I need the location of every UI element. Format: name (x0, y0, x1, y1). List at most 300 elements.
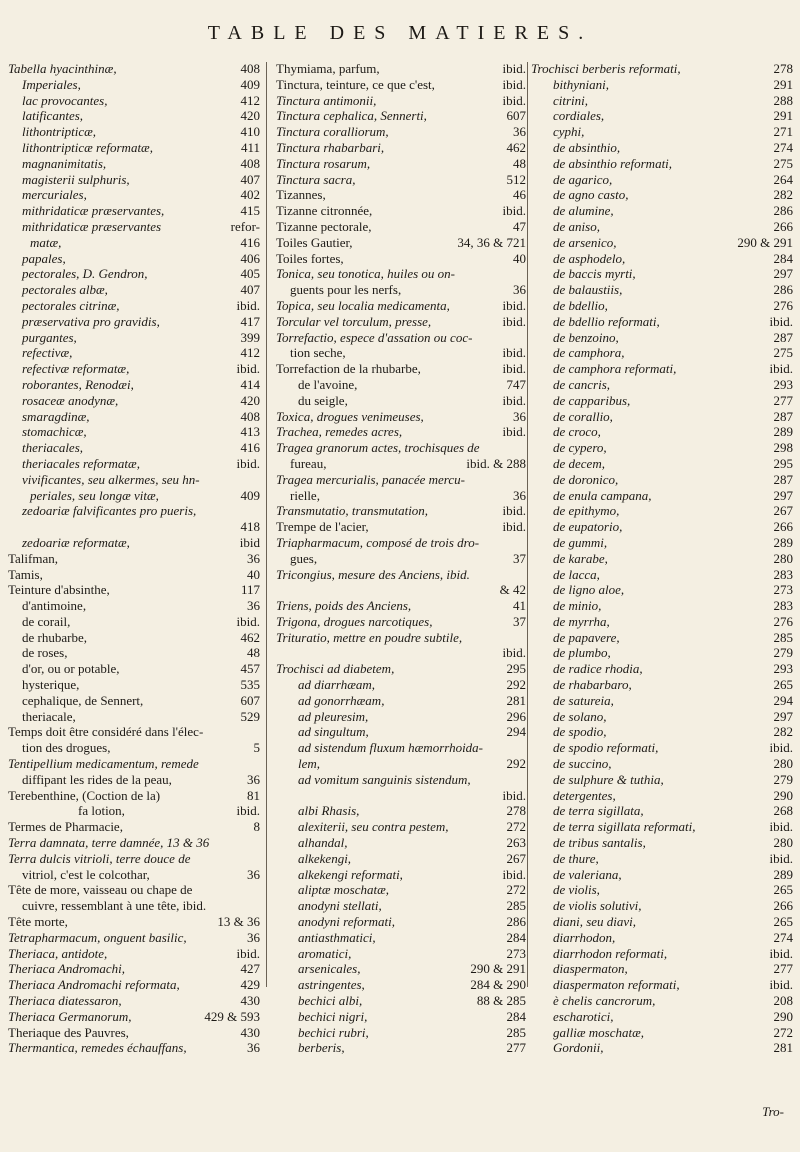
entry-page-ref: 272 (506, 882, 526, 898)
index-entry (276, 709, 526, 725)
entry-term: guents pour les nerfs, (290, 282, 402, 298)
entry-page-ref: 408 (240, 61, 260, 76)
entry-page-ref: 417 (240, 313, 260, 329)
entry-term: Transmutatio, transmutation, (276, 503, 429, 519)
entry-page-ref: 278 (773, 61, 793, 76)
entry-page-ref: 265 (773, 914, 793, 930)
index-entry (276, 914, 526, 930)
index-entry (531, 835, 793, 851)
entry-term: magisterii sulphuris, (22, 171, 130, 187)
index-entry (531, 124, 793, 140)
index-entry (531, 519, 793, 535)
entry-page-ref: 37 (513, 550, 526, 566)
index-entry (8, 961, 260, 977)
index-entry (8, 661, 260, 677)
entry-page-ref: 264 (773, 171, 793, 187)
entry-term: escharotici, (553, 1008, 614, 1024)
entry-page-ref: 430 (240, 993, 260, 1009)
entry-term: d'antimoine, (22, 598, 87, 614)
entry-page-ref: 399 (240, 329, 260, 345)
index-entry (276, 124, 526, 140)
entry-term: de valeriana, (553, 866, 622, 882)
index-entry (276, 803, 526, 819)
entry-page-ref: ibid. (502, 313, 526, 329)
entry-term: Tonica, seu tonotica, huiles ou on- (276, 266, 455, 282)
index-entry (531, 440, 793, 456)
entry-page-ref: refor- (230, 218, 260, 234)
entry-page-ref: 47 (513, 218, 526, 234)
entry-page-ref: ibid. (769, 977, 793, 993)
entry-term: Theriaque des Pauvres, (8, 1024, 129, 1040)
index-entry (8, 898, 260, 914)
entry-page-ref: 289 (773, 424, 793, 440)
entry-page-ref: 81 (247, 787, 260, 803)
entry-page-ref: 420 (240, 392, 260, 408)
index-entry (8, 598, 260, 614)
index-column-3 (531, 61, 793, 1056)
index-entry (8, 709, 260, 725)
entry-page-ref: 462 (506, 139, 526, 155)
entry-page-ref: 287 (773, 329, 793, 345)
entry-page-ref: 36 (247, 598, 260, 614)
entry-page-ref: 292 (506, 677, 526, 693)
index-entry (276, 298, 526, 314)
entry-page-ref: ibid. (502, 787, 526, 803)
entry-page-ref: 418 (240, 519, 260, 535)
entry-page-ref: 282 (773, 187, 793, 203)
entry-term: de papavere, (553, 629, 620, 645)
entry-term: de corallio, (553, 408, 613, 424)
index-entry (276, 645, 526, 661)
entry-term: Tricongius, mesure des Anciens, ibid. (276, 566, 470, 582)
entry-term: Trigona, drogues narcotiques, (276, 613, 433, 629)
index-entry (276, 867, 526, 883)
entry-term: Thermantica, remedes échauffans, (8, 1040, 187, 1056)
index-entry (8, 851, 260, 867)
index-entry (8, 582, 260, 598)
entry-term: Triens, poids des Anciens, (276, 598, 412, 614)
index-entry (531, 472, 793, 488)
entry-term: diani, seu diavi, (553, 914, 637, 930)
index-entry (531, 961, 793, 977)
index-entry (8, 472, 260, 488)
index-entry (531, 630, 793, 646)
index-entry (276, 282, 526, 298)
entry-term: de agno casto, (553, 187, 629, 203)
index-entry (276, 819, 526, 835)
entry-term: Tragea granorum actes, trochisques de (276, 440, 480, 456)
index-entry (8, 440, 260, 456)
entry-term: mercuriales, (22, 187, 87, 203)
entry-term: de tribus santalis, (553, 835, 646, 851)
entry-page-ref: 272 (506, 819, 526, 835)
entry-term: de corail, (22, 613, 71, 629)
entry-term: Trochisci berberis reformati, (531, 61, 681, 76)
entry-term: diarrhodon, (553, 929, 616, 945)
entry-term: Gordonii, (553, 1040, 604, 1056)
entry-page-ref: 416 (240, 234, 260, 250)
entry-page-ref: 290 (773, 1008, 793, 1024)
entry-term: Trituratio, mettre en poudre subtile, (276, 629, 463, 645)
entry-term: citrini, (553, 92, 589, 108)
index-entry (8, 914, 260, 930)
entry-term: de baccis myrti, (553, 266, 636, 282)
entry-term: fureau, (290, 455, 327, 471)
index-entry (531, 851, 793, 867)
entry-page-ref: 36 (247, 1040, 260, 1056)
index-entry (276, 946, 526, 962)
index-entry (531, 219, 793, 235)
entry-term: Tizanne pectorale, (276, 218, 372, 234)
entry-page-ref: 277 (773, 961, 793, 977)
entry-term: de terra sigillata reformati, (553, 819, 696, 835)
entry-term: Tinctura sacra, (276, 171, 356, 187)
entry-page-ref: 286 (773, 282, 793, 298)
entry-term: de absinthio reformati, (553, 155, 673, 171)
entry-page-ref: 420 (240, 108, 260, 124)
entry-page-ref: 278 (506, 803, 526, 819)
entry-term: papales, (22, 250, 66, 266)
index-entry (8, 298, 260, 314)
index-entry (8, 551, 260, 567)
entry-term: Tinctura cephalica, Sennerti, (276, 108, 427, 124)
index-entry (8, 630, 260, 646)
entry-term: lithontripticæ, (22, 124, 97, 140)
entry-term: astringentes, (298, 977, 365, 993)
entry-term: Tinctura, teinture, ce que c'est, (276, 76, 435, 92)
entry-page-ref: ibid. (236, 945, 260, 961)
index-entry (531, 582, 793, 598)
entry-page-ref: 274 (773, 929, 793, 945)
index-entry (276, 835, 526, 851)
entry-term: de camphora, (553, 345, 625, 361)
entry-term: Termes de Pharmacie, (8, 819, 123, 835)
entry-page-ref: 411 (240, 139, 260, 155)
entry-page-ref: 277 (773, 392, 793, 408)
entry-page-ref: ibid. (502, 345, 526, 361)
entry-page-ref: 48 (247, 645, 260, 661)
index-entry (276, 345, 526, 361)
index-entry (8, 361, 260, 377)
entry-term: smaragdinæ, (22, 408, 90, 424)
index-entry (8, 61, 260, 77)
entry-term: de bdellio reformati, (553, 313, 660, 329)
entry-term: de eupatorio, (553, 519, 623, 535)
entry-term: bechici nigri, (298, 1008, 368, 1024)
entry-term: de minio, (553, 598, 602, 614)
entry-term: de spodio, (553, 724, 607, 740)
column-divider (266, 62, 267, 987)
entry-term: de roses, (22, 645, 68, 661)
index-entry (531, 693, 793, 709)
entry-page-ref: 412 (240, 345, 260, 361)
entry-page-ref: 413 (240, 424, 260, 440)
entry-term: mithridaticæ præservantes, (22, 203, 165, 219)
entry-term: de terra sigillata, (553, 803, 644, 819)
entry-page-ref: 280 (773, 550, 793, 566)
entry-term: de violis, (553, 882, 600, 898)
entry-term: Trempe de l'acier, (276, 519, 369, 535)
entry-page-ref: 272 (773, 1024, 793, 1040)
entry-term: lithontripticæ reformatæ, (22, 139, 153, 155)
entry-term: Trachea, remedes acres, (276, 424, 403, 440)
entry-page-ref: 297 (773, 266, 793, 282)
entry-term: de absinthio, (553, 139, 621, 155)
entry-page-ref: 266 (773, 898, 793, 914)
entry-term: de solano, (553, 708, 607, 724)
entry-page-ref: 291 (773, 76, 793, 92)
entry-page-ref: 276 (773, 613, 793, 629)
entry-term: diaspermaton reformati, (553, 977, 680, 993)
entry-term: purgantes, (22, 329, 77, 345)
index-entry (531, 140, 793, 156)
entry-term: pectorales, D. Gendron, (22, 266, 148, 282)
entry-term: Tabella hyacinthinæ, (8, 61, 117, 76)
index-entry (276, 409, 526, 425)
index-entry (531, 898, 793, 914)
index-entry (531, 251, 793, 267)
entry-page-ref: 36 (513, 282, 526, 298)
index-entry (8, 645, 260, 661)
entry-page-ref: 267 (773, 503, 793, 519)
index-entry (8, 930, 260, 946)
index-entry (276, 993, 526, 1009)
entry-term: d'or, ou or potable, (22, 661, 120, 677)
entry-page-ref: 36 (513, 124, 526, 140)
entry-term: aromatici, (298, 945, 352, 961)
entry-term: ad pleuresim, (298, 708, 369, 724)
entry-term: antiasthmatici, (298, 929, 376, 945)
entry-term: de gummi, (553, 534, 608, 550)
entry-term: Torrefaction de la rhubarbe, (276, 361, 421, 377)
entry-page-ref: 286 (506, 914, 526, 930)
index-entry (531, 488, 793, 504)
entry-term: præservativa pro gravidis, (22, 313, 160, 329)
entry-term: Teinture d'absinthe, (8, 582, 110, 598)
index-entry (531, 203, 793, 219)
index-entry (276, 361, 526, 377)
entry-page-ref: 414 (240, 376, 260, 392)
entry-term: alkekengi reformati, (298, 866, 403, 882)
entry-page-ref: ibid. (236, 613, 260, 629)
index-entry (531, 345, 793, 361)
entry-page-ref: 429 (240, 977, 260, 993)
entry-page-ref: & 42 (499, 582, 526, 598)
entry-term: Toiles fortes, (276, 250, 344, 266)
entry-term: Imperiales, (22, 76, 81, 92)
index-entry (276, 961, 526, 977)
entry-page-ref: 290 (773, 787, 793, 803)
entry-term: lac provocantes, (22, 92, 108, 108)
entry-page-ref: ibid. (502, 61, 526, 76)
entry-term: Tentipellium medicamentum, remede (8, 756, 199, 772)
entry-term: Torrefactio, espece d'assation ou coc- (276, 329, 473, 345)
entry-term: de epithymo, (553, 503, 620, 519)
entry-term: Trochisci ad diabetem, (276, 661, 395, 677)
entry-page-ref: 13 & 36 (217, 914, 260, 930)
entry-page-ref: 36 (247, 550, 260, 566)
entry-term: Talifman, (8, 550, 58, 566)
index-entry (531, 645, 793, 661)
index-entry (276, 203, 526, 219)
index-entry (8, 882, 260, 898)
entry-page-ref: 5 (253, 740, 260, 756)
entry-page-ref: ibid. (236, 297, 260, 313)
entry-term: berberis, (298, 1040, 345, 1056)
entry-page-ref: 289 (773, 866, 793, 882)
index-entry (276, 614, 526, 630)
index-entry (531, 393, 793, 409)
index-entry (8, 614, 260, 630)
index-entry (276, 172, 526, 188)
index-entry (8, 946, 260, 962)
entry-page-ref: 294 (773, 692, 793, 708)
index-entry (276, 1009, 526, 1025)
index-entry (276, 551, 526, 567)
entry-page-ref: 405 (240, 266, 260, 282)
entry-page-ref: 747 (506, 376, 526, 392)
entry-page-ref: 407 (240, 282, 260, 298)
index-entry (276, 677, 526, 693)
index-entry (531, 1009, 793, 1025)
entry-term: Tragea mercurialis, panacée mercu- (276, 471, 465, 487)
index-entry (531, 977, 793, 993)
entry-page-ref: 40 (513, 250, 526, 266)
entry-page-ref: 406 (240, 250, 260, 266)
index-entry (531, 740, 793, 756)
entry-term: anodyni reformati, (298, 914, 396, 930)
entry-term: albi Rhasis, (298, 803, 360, 819)
entry-page-ref: 285 (506, 898, 526, 914)
entry-term: de ligno aloe, (553, 582, 625, 598)
entry-term: Tizannes, (276, 187, 326, 203)
entry-term: fa lotion, (78, 803, 125, 819)
entry-term: periales, seu longæ vitæ, (30, 487, 159, 503)
index-entry (8, 251, 260, 267)
entry-term: de plumbo, (553, 645, 611, 661)
entry-term: roborantes, Renodæi, (22, 376, 134, 392)
entry-page-ref: 294 (506, 724, 526, 740)
index-entry (276, 756, 526, 772)
entry-term: theriacales reformatæ, (22, 455, 140, 471)
index-entry (276, 598, 526, 614)
entry-term: de l'avoine, (298, 376, 358, 392)
index-entry (531, 1025, 793, 1041)
index-entry (276, 93, 526, 109)
index-entry (531, 788, 793, 804)
index-entry (531, 914, 793, 930)
entry-term: Topica, seu localia medicamenta, (276, 297, 450, 313)
entry-page-ref: 280 (773, 835, 793, 851)
entry-page-ref: 409 (240, 487, 260, 503)
index-entry (276, 440, 526, 456)
entry-page-ref: 296 (506, 708, 526, 724)
index-entry (276, 630, 526, 646)
entry-term: hysterique, (22, 677, 80, 693)
index-entry (8, 867, 260, 883)
index-entry (8, 377, 260, 393)
index-entry (531, 235, 793, 251)
index-entry (276, 661, 526, 677)
entry-term: de enula campana, (553, 487, 652, 503)
index-entry (8, 677, 260, 693)
entry-term: Theriaca diatessaron, (8, 993, 122, 1009)
entry-page-ref: ibid. (502, 392, 526, 408)
index-entry (8, 156, 260, 172)
index-entry (531, 424, 793, 440)
column-divider (527, 62, 528, 987)
index-entry (276, 567, 526, 583)
entry-term: de satureia, (553, 692, 614, 708)
entry-page-ref: ibid (239, 534, 260, 550)
entry-term: anodyni stellati, (298, 898, 382, 914)
index-entry (531, 409, 793, 425)
index-entry (276, 456, 526, 472)
entry-page-ref: 274 (773, 139, 793, 155)
entry-term: cyphi, (553, 124, 585, 140)
entry-term: de croco, (553, 424, 601, 440)
index-entry (276, 1025, 526, 1041)
entry-page-ref: 293 (773, 661, 793, 677)
index-entry (8, 393, 260, 409)
entry-page-ref: 607 (240, 692, 260, 708)
entry-page-ref: 535 (240, 677, 260, 693)
entry-page-ref: 284 (773, 250, 793, 266)
entry-term: Tetrapharmacum, onguent basilic, (8, 929, 187, 945)
index-entry (531, 709, 793, 725)
index-entry (8, 409, 260, 425)
entry-page-ref: 295 (773, 455, 793, 471)
entry-page-ref: 412 (240, 92, 260, 108)
entry-page-ref: 273 (506, 945, 526, 961)
entry-page-ref: 279 (773, 771, 793, 787)
entry-page-ref: 284 (506, 929, 526, 945)
index-entry (276, 788, 526, 804)
entry-term: theriacale, (22, 708, 76, 724)
index-entry (276, 424, 526, 440)
index-entry (8, 724, 260, 740)
index-entry (8, 835, 260, 851)
index-entry (8, 993, 260, 1009)
entry-page-ref: ibid. (502, 503, 526, 519)
entry-page-ref: 37 (513, 613, 526, 629)
entry-page-ref: ibid. (502, 519, 526, 535)
entry-term: cuivre, ressemblant à une tête, ibid. (22, 898, 207, 914)
entry-term: rosaceæ anodynæ, (22, 392, 119, 408)
entry-term: galliæ moschatæ, (553, 1024, 645, 1040)
index-entry (276, 156, 526, 172)
entry-page-ref: 415 (240, 203, 260, 219)
entry-term: Temps doit être considéré dans l'élec- (8, 724, 204, 740)
entry-term: detergentes, (553, 787, 616, 803)
entry-term: alexiterii, seu contra pestem, (298, 819, 449, 835)
entry-page-ref: 529 (240, 708, 260, 724)
entry-page-ref: 265 (773, 677, 793, 693)
index-entry (531, 946, 793, 962)
entry-term: de benzoino, (553, 329, 619, 345)
entry-term: de asphodelo, (553, 250, 626, 266)
entry-term: matæ, (30, 234, 62, 250)
index-entry (8, 172, 260, 188)
index-entry (531, 803, 793, 819)
index-column-1 (8, 61, 260, 1056)
index-column-2 (276, 61, 526, 1056)
entry-term: Tinctura rhabarbari, (276, 139, 385, 155)
entry-page-ref: 271 (773, 124, 793, 140)
entry-term: de myrrha, (553, 613, 610, 629)
entry-page-ref: 279 (773, 645, 793, 661)
entry-page-ref: 293 (773, 376, 793, 392)
